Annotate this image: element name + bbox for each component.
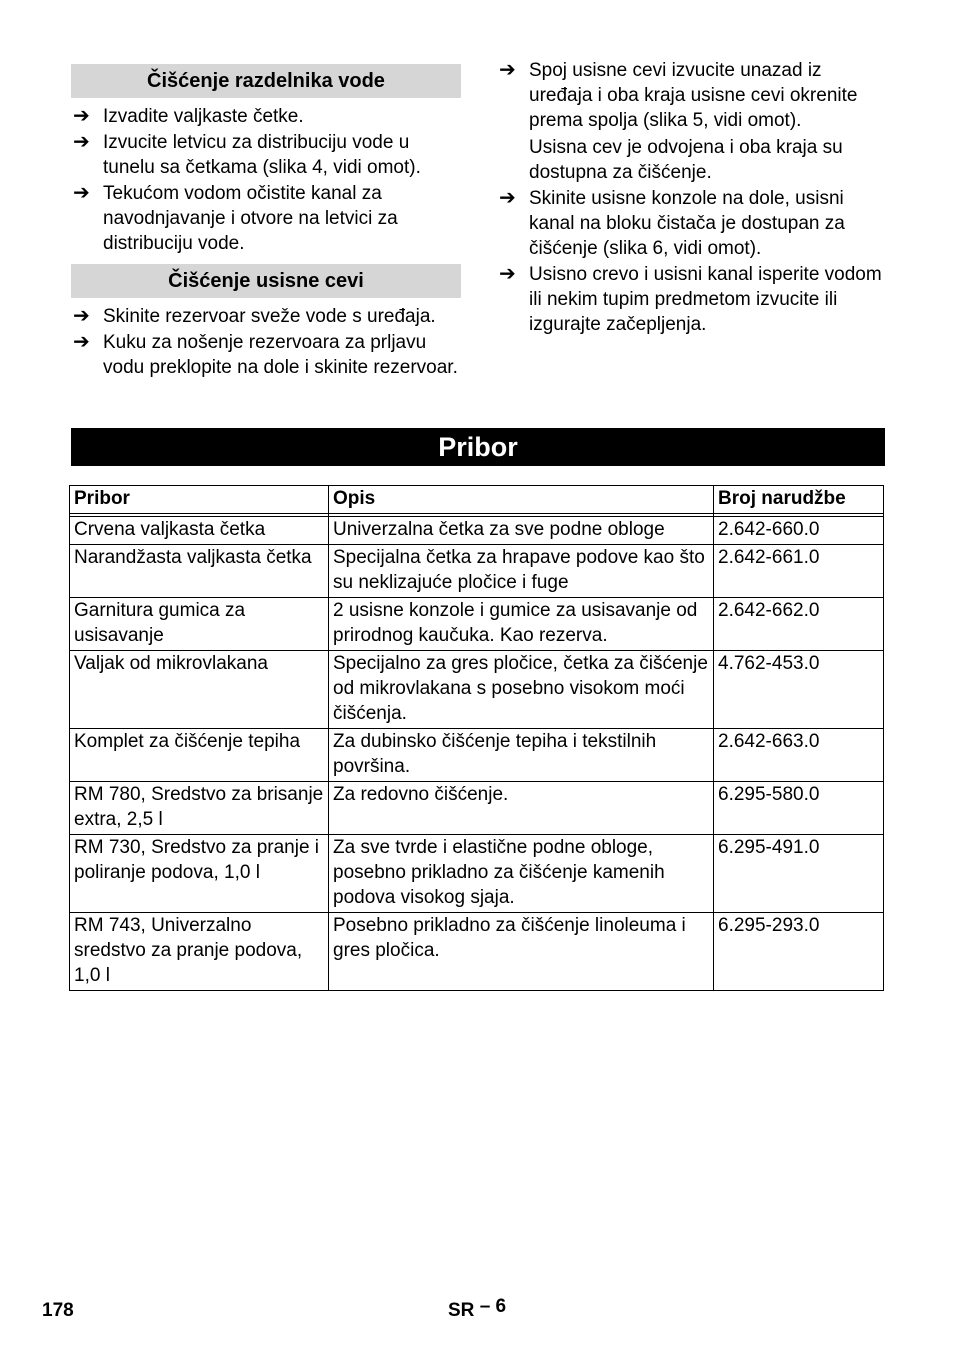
order-number: 4.762-453.0 (714, 651, 884, 729)
right-column (497, 58, 887, 338)
accessory-description: Specijalna četka za hrapave podove kao što su neklizajuće pločice i fuge (329, 545, 714, 598)
list-item-note: Usisna cev je odvojena i oba kraja su dostupna za čišćenje. (529, 137, 843, 183)
order-number: 2.642-661.0 (714, 545, 884, 598)
accessories-banner: Pribor (71, 428, 885, 466)
table-row (70, 835, 884, 913)
list-item: ➔ Skinite usisne konzole na dole, usisni kanal na bloku čistača je dostupan za čišćenje (slika 6, vidi omot). (499, 187, 845, 259)
list-item: ➔ Skinite rezervoar sveže vode s uređaja. (73, 305, 436, 327)
list-item: ➔ Tekućom vodom očistite kanal za navodnjavanje i otvore na letvici za distribuciju vode. (73, 182, 398, 254)
arrow-right-icon: ➔ (499, 187, 516, 209)
list-item: ➔ Izvadite valjkaste četke. (73, 105, 304, 127)
left-column (71, 64, 461, 381)
accessory-description: Univerzalna četka za sve podne obloge (329, 517, 714, 545)
column-header-description: Opis (329, 486, 714, 514)
table-row (70, 598, 884, 651)
list-item: ➔ Usisno crevo i usisni kanal isperite vodom ili nekim tupim predmetom izvucite ili izgurajte začepljenja. (499, 263, 882, 335)
arrow-right-icon: ➔ (73, 131, 90, 153)
table-row (70, 517, 884, 545)
column-header-order-number: Broj narudžbe (714, 486, 884, 514)
list-item: ➔ Spoj usisne cevi izvucite unazad iz uređaja i oba kraja usisne cevi okrenite prema spolja (slika 5, vidi omot). Usisna cev je odvojena i oba kraja su dostupna za čišćenje. (497, 58, 887, 185)
table-row (70, 913, 884, 991)
table-row (70, 545, 884, 598)
order-number: 6.295-580.0 (714, 782, 884, 835)
accessory-description: Posebno prikladno za čišćenje linoleuma i gres pločica. (329, 913, 714, 991)
accessory-name: RM 743, Univerzalno sredstvo za pranje podova, 1,0 l (70, 913, 329, 991)
accessory-description: Za redovno čišćenje. (329, 782, 714, 835)
column-header-accessory: Pribor (70, 486, 329, 514)
accessory-description: Specijalno za gres pločice, četka za čišćenje od mikrovlakana s posebno visokom moći čišćenja. (329, 651, 714, 729)
bullet-list-water-distributor (71, 104, 461, 256)
bullet-list-suction-pipe (71, 304, 461, 380)
table-row (70, 782, 884, 835)
arrow-right-icon: ➔ (499, 59, 516, 81)
accessory-name: Crvena valjkasta četka (70, 517, 329, 545)
accessories-table (69, 485, 884, 991)
accessory-name: Narandžasta valjkasta četka (70, 545, 329, 598)
list-item: ➔ Kuku za nošenje rezervoara za prljavu vodu preklopite na dole i skinite rezervoar. (73, 331, 458, 378)
arrow-right-icon: ➔ (73, 331, 90, 353)
language-section-label (448, 1298, 506, 1323)
arrow-right-icon: ➔ (73, 305, 90, 327)
accessory-name: RM 780, Sredstvo za brisanje extra, 2,5 l (70, 782, 329, 835)
bullet-list-right (497, 58, 887, 337)
table-row (70, 651, 884, 729)
order-number: 6.295-293.0 (714, 913, 884, 991)
accessory-name: RM 730, Sredstvo za pranje i poliranje podova, 1,0 l (70, 835, 329, 913)
section-heading-water-distributor: Čišćenje razdelnika vode (71, 64, 461, 98)
order-number: 2.642-663.0 (714, 729, 884, 782)
order-number: 6.295-491.0 (714, 835, 884, 913)
arrow-right-icon: ➔ (73, 182, 90, 204)
accessory-name: Garnitura gumica za usisavanje (70, 598, 329, 651)
accessory-description: Za dubinsko čišćenje tepiha i tekstilnih površina. (329, 729, 714, 782)
accessory-name: Valjak od mikrovlakana (70, 651, 329, 729)
table-row (70, 729, 884, 782)
language-code: SR (448, 1300, 475, 1321)
list-item: ➔ Izvucite letvicu za distribuciju vode u tunelu sa četkama (slika 4, vidi omot). (73, 131, 421, 178)
arrow-right-icon: ➔ (73, 105, 90, 127)
order-number: 2.642-660.0 (714, 517, 884, 545)
section-page-number: – 6 (479, 1296, 507, 1317)
order-number: 2.642-662.0 (714, 598, 884, 651)
accessory-description: Za sve tvrde i elastične podne obloge, posebno prikladno za čišćenje kamenih podova visokog sjaja. (329, 835, 714, 913)
accessory-name: Komplet za čišćenje tepiha (70, 729, 329, 782)
section-heading-suction-pipe: Čišćenje usisne cevi (71, 264, 461, 298)
arrow-right-icon: ➔ (499, 263, 516, 285)
accessory-description: 2 usisne konzole i gumice za usisavanje od prirodnog kaučuka. Kao rezerva. (329, 598, 714, 651)
page-number: 178 (42, 1300, 74, 1321)
table-header-row (70, 486, 884, 514)
